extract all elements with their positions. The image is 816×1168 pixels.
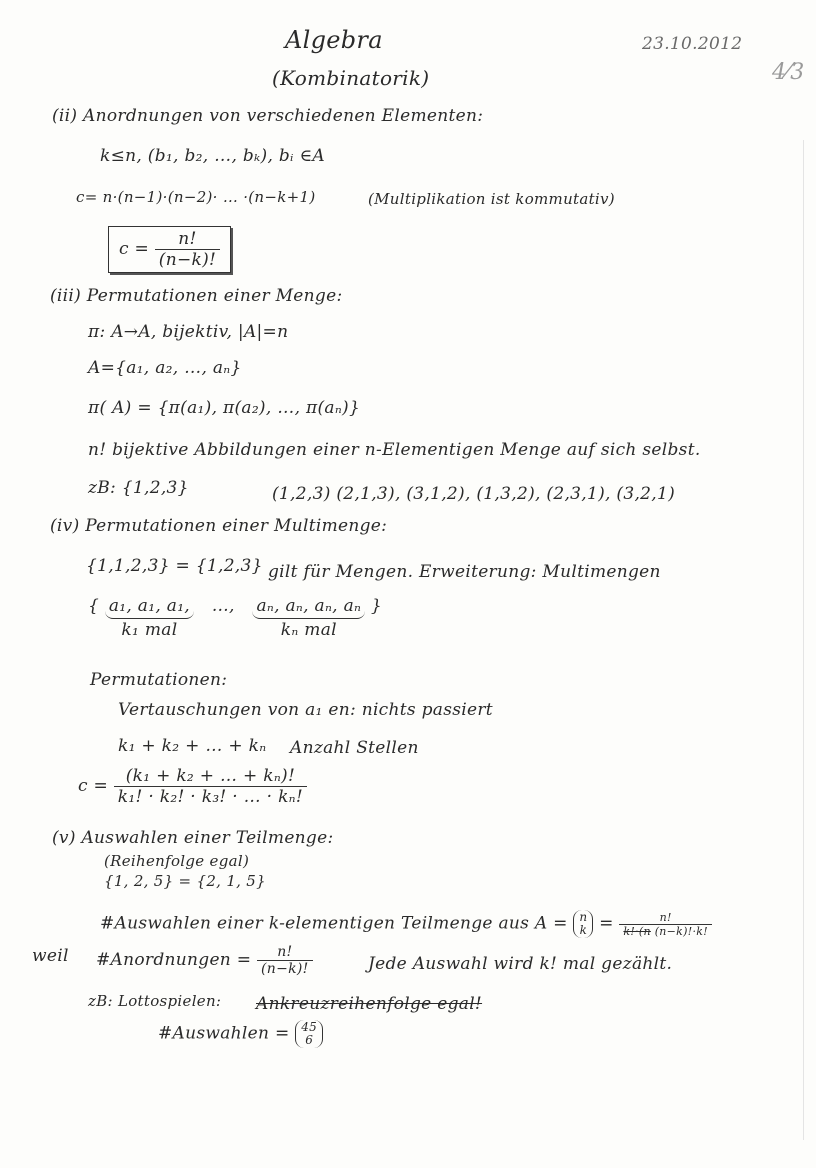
section-v-line4-denominator: (n−k)! <box>261 961 309 977</box>
multiset-dots: …, <box>211 596 235 616</box>
multiset-formula-denominator: k₁! · k₂! · k₃! · … · kₙ! <box>117 787 304 807</box>
multiset-close-brace: } <box>370 596 383 616</box>
page-title: Algebra <box>285 26 383 54</box>
multiset-group-1 <box>105 596 194 640</box>
section-ii-line1: k≤n, (b₁, b₂, …, bₖ), bᵢ ∈A <box>100 146 325 166</box>
section-v-line4 <box>96 944 313 977</box>
page-subtitle: (Kombinatorik) <box>272 66 430 90</box>
section-iii-example-values: (1,2,3) (2,1,3), (3,1,2), (1,3,2), (2,3,1), (3,2,1) <box>272 484 676 504</box>
multiset-open-brace: { <box>88 596 100 616</box>
section-v-line3-eq: = <box>599 913 614 934</box>
formula-lhs: c = <box>119 239 150 259</box>
section-iii-line4: n! bijektive Abbildungen einer n-Elementigen Menge auf sich selbst. <box>88 440 701 460</box>
section-iii-line2: A={a₁, a₂, …, aₙ} <box>88 358 242 378</box>
section-v-line4-prefix: weil <box>32 946 69 966</box>
struck-term: k!·(n <box>623 924 651 938</box>
multiset-group-2-label: kₙ mal <box>280 620 337 640</box>
section-iv-note: gilt für Mengen. Erweiterung: Multimengen <box>268 562 661 582</box>
section-ii-line2: c= n·(n−1)·(n−2)· … ·(n−k+1) <box>76 188 316 206</box>
formula-box <box>108 226 231 273</box>
page-edge-line <box>803 140 804 1140</box>
permutations-note: Anzahl Stellen <box>290 738 419 758</box>
binomial-top: n <box>579 910 588 924</box>
section-v-heading: (v) Auswahlen einer Teilmenge: <box>52 828 334 848</box>
section-v-line3-fraction <box>619 911 712 938</box>
section-v-line1: (Reihenfolge egal) <box>104 852 250 870</box>
section-ii-heading: (ii) Anordnungen von verschiedenen Elementen: <box>52 106 484 126</box>
section-iii-line3: π( A) = {π(a₁), π(a₂), …, π(aₙ)} <box>88 398 361 418</box>
multiset-formula <box>78 766 307 807</box>
date-label: 23.10.2012 <box>642 34 743 54</box>
multiset-formula-numerator: (k₁ + k₂ + … + kₙ)! <box>114 766 307 787</box>
formula-fraction <box>155 229 220 270</box>
section-iv-heading: (iv) Permutationen einer Multimenge: <box>50 516 388 536</box>
binomial-45-6-bottom: 6 <box>305 1033 314 1047</box>
section-v-line5-text: Ankreuzreihenfolge egal! <box>256 994 483 1014</box>
section-v-line3-numerator: n! <box>619 911 712 925</box>
section-v-line3 <box>100 910 712 938</box>
multiset-group-1-label: k₁ mal <box>121 620 178 640</box>
binomial-n-k <box>573 910 593 938</box>
section-v-line6 <box>158 1020 323 1048</box>
section-v-line4-text: #Anordnungen = <box>96 950 252 970</box>
binomial-bottom: k <box>579 923 588 937</box>
multiset-expression <box>88 596 382 640</box>
margin-mark: 4⁄3 <box>772 60 805 85</box>
section-iv-line1: {1,1,2,3} = {1,2,3} <box>86 556 263 576</box>
permutations-line1: Vertauschungen von a₁ en: nichts passiert <box>118 700 493 720</box>
section-v-line4-fraction <box>257 944 313 977</box>
section-iii-heading: (iii) Permutationen einer Menge: <box>50 286 343 306</box>
section-v-line4-numerator: n! <box>257 944 313 961</box>
multiset-group-2-elements: aₙ, aₙ, aₙ, aₙ <box>252 596 365 619</box>
section-v-line6-text: #Auswahlen = <box>158 1023 290 1044</box>
section-iii-line1: π: A→A, bijektiv, |A|=n <box>88 322 289 342</box>
section-v-line3-text: #Auswahlen einer k-elementigen Teilmenge aus A = <box>100 913 568 934</box>
binomial-45-6-top: 45 <box>301 1020 318 1034</box>
section-ii-note: (Multiplikation ist kommutativ) <box>368 190 615 208</box>
multiset-formula-lhs: c = <box>78 776 109 796</box>
multiset-group-2 <box>252 596 365 640</box>
permutations-line2: k₁ + k₂ + … + kₙ <box>118 736 267 756</box>
section-v-line4-note: Jede Auswahl wird k! mal gezählt. <box>368 954 673 974</box>
formula-numerator: n! <box>155 229 220 250</box>
denominator-term: (n−k)!·k! <box>654 924 708 938</box>
multiset-group-1-elements: a₁, a₁, a₁, <box>105 596 194 619</box>
section-v-line5-label: zB: Lottospielen: <box>88 992 222 1010</box>
multiset-formula-fraction <box>114 766 307 807</box>
section-v-line3-denominator <box>619 925 712 938</box>
section-iii-example-label: zB: {1,2,3} <box>88 478 189 498</box>
section-v-line2: {1, 2, 5} = {2, 1, 5} <box>104 872 266 890</box>
binomial-45-6 <box>295 1020 323 1048</box>
formula-denominator: (n−k)! <box>158 250 217 270</box>
permutations-heading: Permutationen: <box>90 670 228 690</box>
